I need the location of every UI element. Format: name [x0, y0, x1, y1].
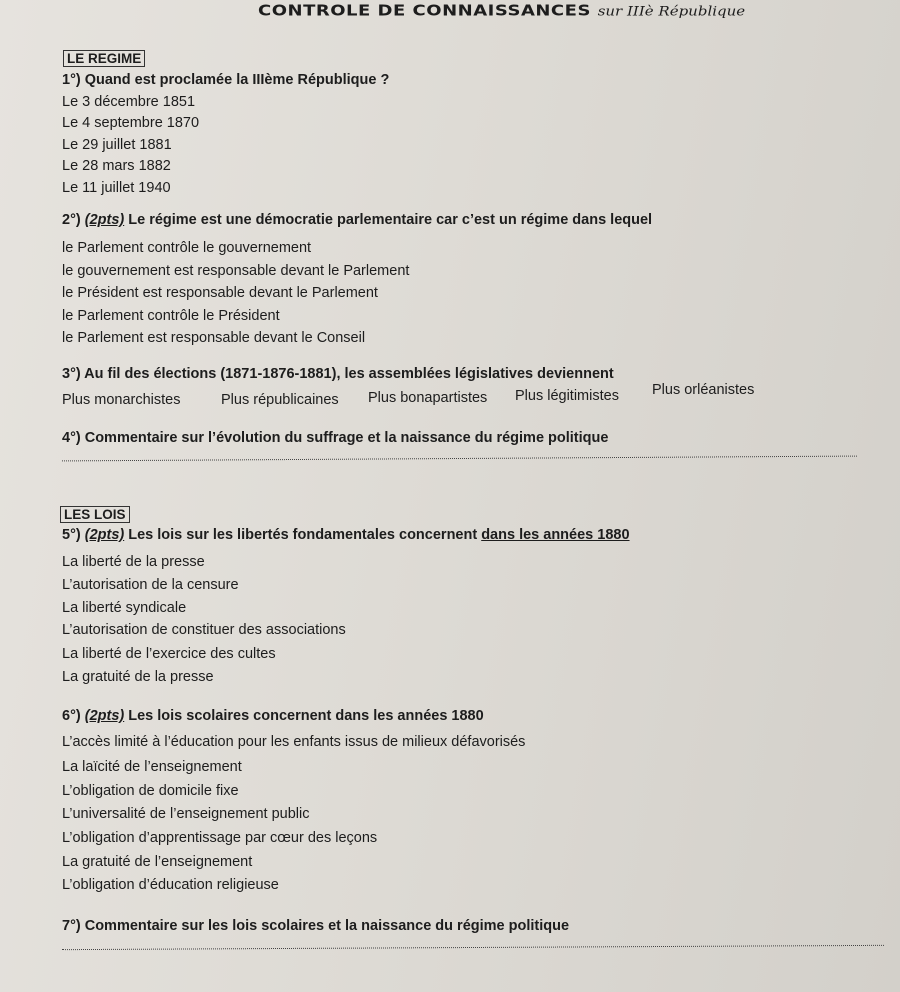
question-1: 1°) Quand est proclamée la IIIème République ? [62, 72, 390, 88]
answer-line-q7[interactable] [62, 945, 884, 950]
q6-option[interactable]: L’obligation d’éducation religieuse [62, 877, 279, 893]
q6-text: Les lois scolaires concernent dans les années 1880 [128, 708, 484, 724]
q1-option[interactable]: Le 4 septembre 1870 [62, 115, 200, 131]
q2-option[interactable]: le Parlement contrôle le Président [62, 308, 280, 324]
q5-option[interactable]: La liberté syndicale [62, 600, 187, 616]
q6-option[interactable]: L’obligation de domicile fixe [62, 783, 239, 799]
question-6 [62, 708, 484, 724]
section-label-regime: LE REGIME [63, 50, 145, 67]
q1-option[interactable]: Le 29 juillet 1881 [62, 137, 172, 153]
q5-number: 5°) [62, 527, 81, 543]
q6-option[interactable]: L’accès limité à l’éducation pour les enfants issus de milieux défavorisés [62, 734, 526, 750]
q5-option[interactable]: La gratuité de la presse [62, 669, 214, 685]
q5-option[interactable]: La liberté de l’exercice des cultes [62, 646, 276, 662]
q5-option[interactable]: La liberté de la presse [62, 554, 205, 570]
q6-option[interactable]: L’universalité de l’enseignement public [62, 806, 310, 822]
q6-option[interactable]: La laïcité de l’enseignement [62, 759, 242, 775]
title-printed: CONTROLE DE CONNAISSANCES [258, 2, 591, 20]
q2-number: 2°) [62, 212, 81, 228]
q2-option[interactable]: le Parlement est responsable devant le Conseil [62, 330, 366, 346]
answer-line-q4[interactable] [62, 456, 857, 462]
q1-option[interactable]: Le 11 juillet 1940 [62, 180, 171, 196]
question-5 [62, 527, 630, 543]
q6-option[interactable]: La gratuité de l’enseignement [62, 854, 253, 870]
question-3: 3°) Au fil des élections (1871-1876-1881), les assemblées législatives deviennent [62, 366, 614, 382]
q1-option[interactable]: Le 28 mars 1882 [62, 158, 171, 174]
q3-option[interactable]: Plus légitimistes [515, 388, 619, 404]
q2-points: (2pts) [84, 212, 125, 228]
q5-option[interactable]: L’autorisation de constituer des associations [62, 622, 346, 638]
q2-option[interactable]: le Parlement contrôle le gouvernement [62, 240, 312, 256]
q1-option[interactable]: Le 3 décembre 1851 [62, 94, 196, 110]
q5-option[interactable]: L’autorisation de la censure [62, 577, 239, 593]
worksheet-title [258, 2, 745, 20]
q3-option[interactable]: Plus monarchistes [62, 392, 181, 408]
q6-number: 6°) [62, 708, 81, 724]
q3-option[interactable]: Plus orléanistes [652, 382, 755, 398]
question-2 [62, 212, 652, 228]
q2-text: Le régime est une démocratie parlementaire car c’est un régime dans lequel [128, 212, 653, 228]
q3-option[interactable]: Plus bonapartistes [368, 390, 488, 406]
q6-points: (2pts) [84, 708, 125, 724]
question-4: 4°) Commentaire sur l’évolution du suffrage et la naissance du régime politique [62, 430, 609, 446]
q5-text: Les lois sur les libertés fondamentales concernent [128, 527, 478, 543]
q2-option[interactable]: le Président est responsable devant le Parlement [62, 285, 378, 301]
q5-points: (2pts) [84, 527, 125, 543]
q6-option[interactable]: L’obligation d’apprentissage par cœur des leçons [62, 830, 378, 846]
section-label-lois: LES LOIS [60, 506, 130, 523]
q3-option[interactable]: Plus républicaines [221, 392, 339, 408]
question-7: 7°) Commentaire sur les lois scolaires et la naissance du régime politique [62, 918, 570, 934]
q5-underlined: dans les années 1880 [481, 527, 630, 543]
q2-option[interactable]: le gouvernement est responsable devant le Parlement [62, 263, 410, 279]
title-handwritten: sur IIIè République [597, 3, 746, 20]
